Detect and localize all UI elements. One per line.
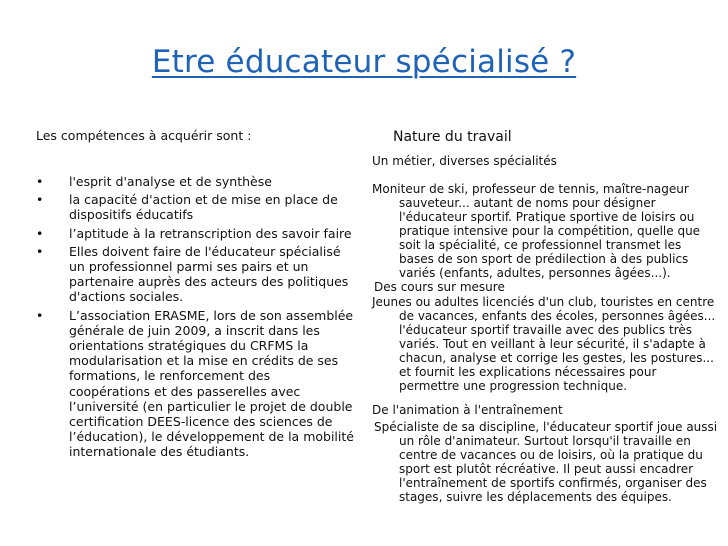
paragraph-publics: Jeunes ou adultes licenciés d'un club, touristes en centre de vacances, enfants des écoles, personnes âgées... l'éducateur sportif travaille avec des publics très variés. Tout en veillant à leur sécurité, il s'adapte à chacun, analyse et corrige les gestes, les postures... et fournit les explications nécessaires pour permettre une progression technique. bbox=[372, 295, 716, 393]
competences-heading: Les compétences à acquérir sont : bbox=[36, 128, 252, 143]
list-item: • l'esprit d'analyse et de synthèse bbox=[36, 174, 272, 189]
list-item: • l’aptitude à la retranscription des savoir faire bbox=[36, 225, 352, 241]
bullet-icon: • bbox=[36, 225, 44, 241]
paragraph-specialites: Un métier, diverses spécialités bbox=[372, 154, 557, 168]
paragraph-animateur: Spécialiste de sa discipline, l'éducateur sportif joue aussi un rôle d'animateur. Surtout lorsqu'il travaille en centre de vacances ou de loisirs, où la pratique du sport est plutôt récréative. Il peut aussi encadrer l'entraînement de sportifs confirmés, organiser des stages, suivre les déplacements des équipes. bbox=[374, 420, 718, 504]
list-item: • Elles doivent faire de l'éducateur spécialisé un professionnel parmi ses pairs et un partenaire auprès des acteurs des politiques d'actions sociales. bbox=[36, 243, 349, 305]
slide-title: Etre éducateur spécialisé ? bbox=[151, 44, 577, 80]
nature-heading: Nature du travail bbox=[393, 129, 512, 145]
bullet-icon: • bbox=[36, 192, 44, 208]
paragraph-metiers: Moniteur de ski, professeur de tennis, maître-nageur sauveteur... autant de noms pour désigner l'éducateur sportif. Pratique sportive de loisirs ou pratique intensive pour la compétition, quelle que soit la spécialité, ce professionnel transmet les bases de son sport de prédilection à des publics variés (enfants, adultes, personnes âgées...). bbox=[372, 182, 701, 280]
subheading-cours: Des cours sur mesure bbox=[374, 280, 505, 294]
competences-list bbox=[36, 174, 354, 460]
bullet-icon: • bbox=[36, 307, 44, 323]
subheading-animation: De l'animation à l'entraînement bbox=[372, 403, 563, 417]
spacer bbox=[372, 393, 718, 403]
list-item: • L’association ERASME, lors de son assemblée générale de juin 2009, a inscrit dans les orientations stratégiques du CRFMS la modularisation et la mise en crédits de ses formations, le renforcement des coopérations et des passerelles avec l’université (en particulier le projet de double certification DEES-licence des sciences de l’éducation), le développement de la mobilité internationale des étudiants. bbox=[36, 307, 354, 460]
list-item: • la capacité d'action et de mise en place de dispositifs éducatifs bbox=[36, 192, 338, 223]
left-column bbox=[36, 128, 354, 463]
bullet-icon: • bbox=[36, 243, 44, 259]
bullet-icon: • bbox=[36, 174, 44, 189]
right-column bbox=[372, 128, 718, 504]
